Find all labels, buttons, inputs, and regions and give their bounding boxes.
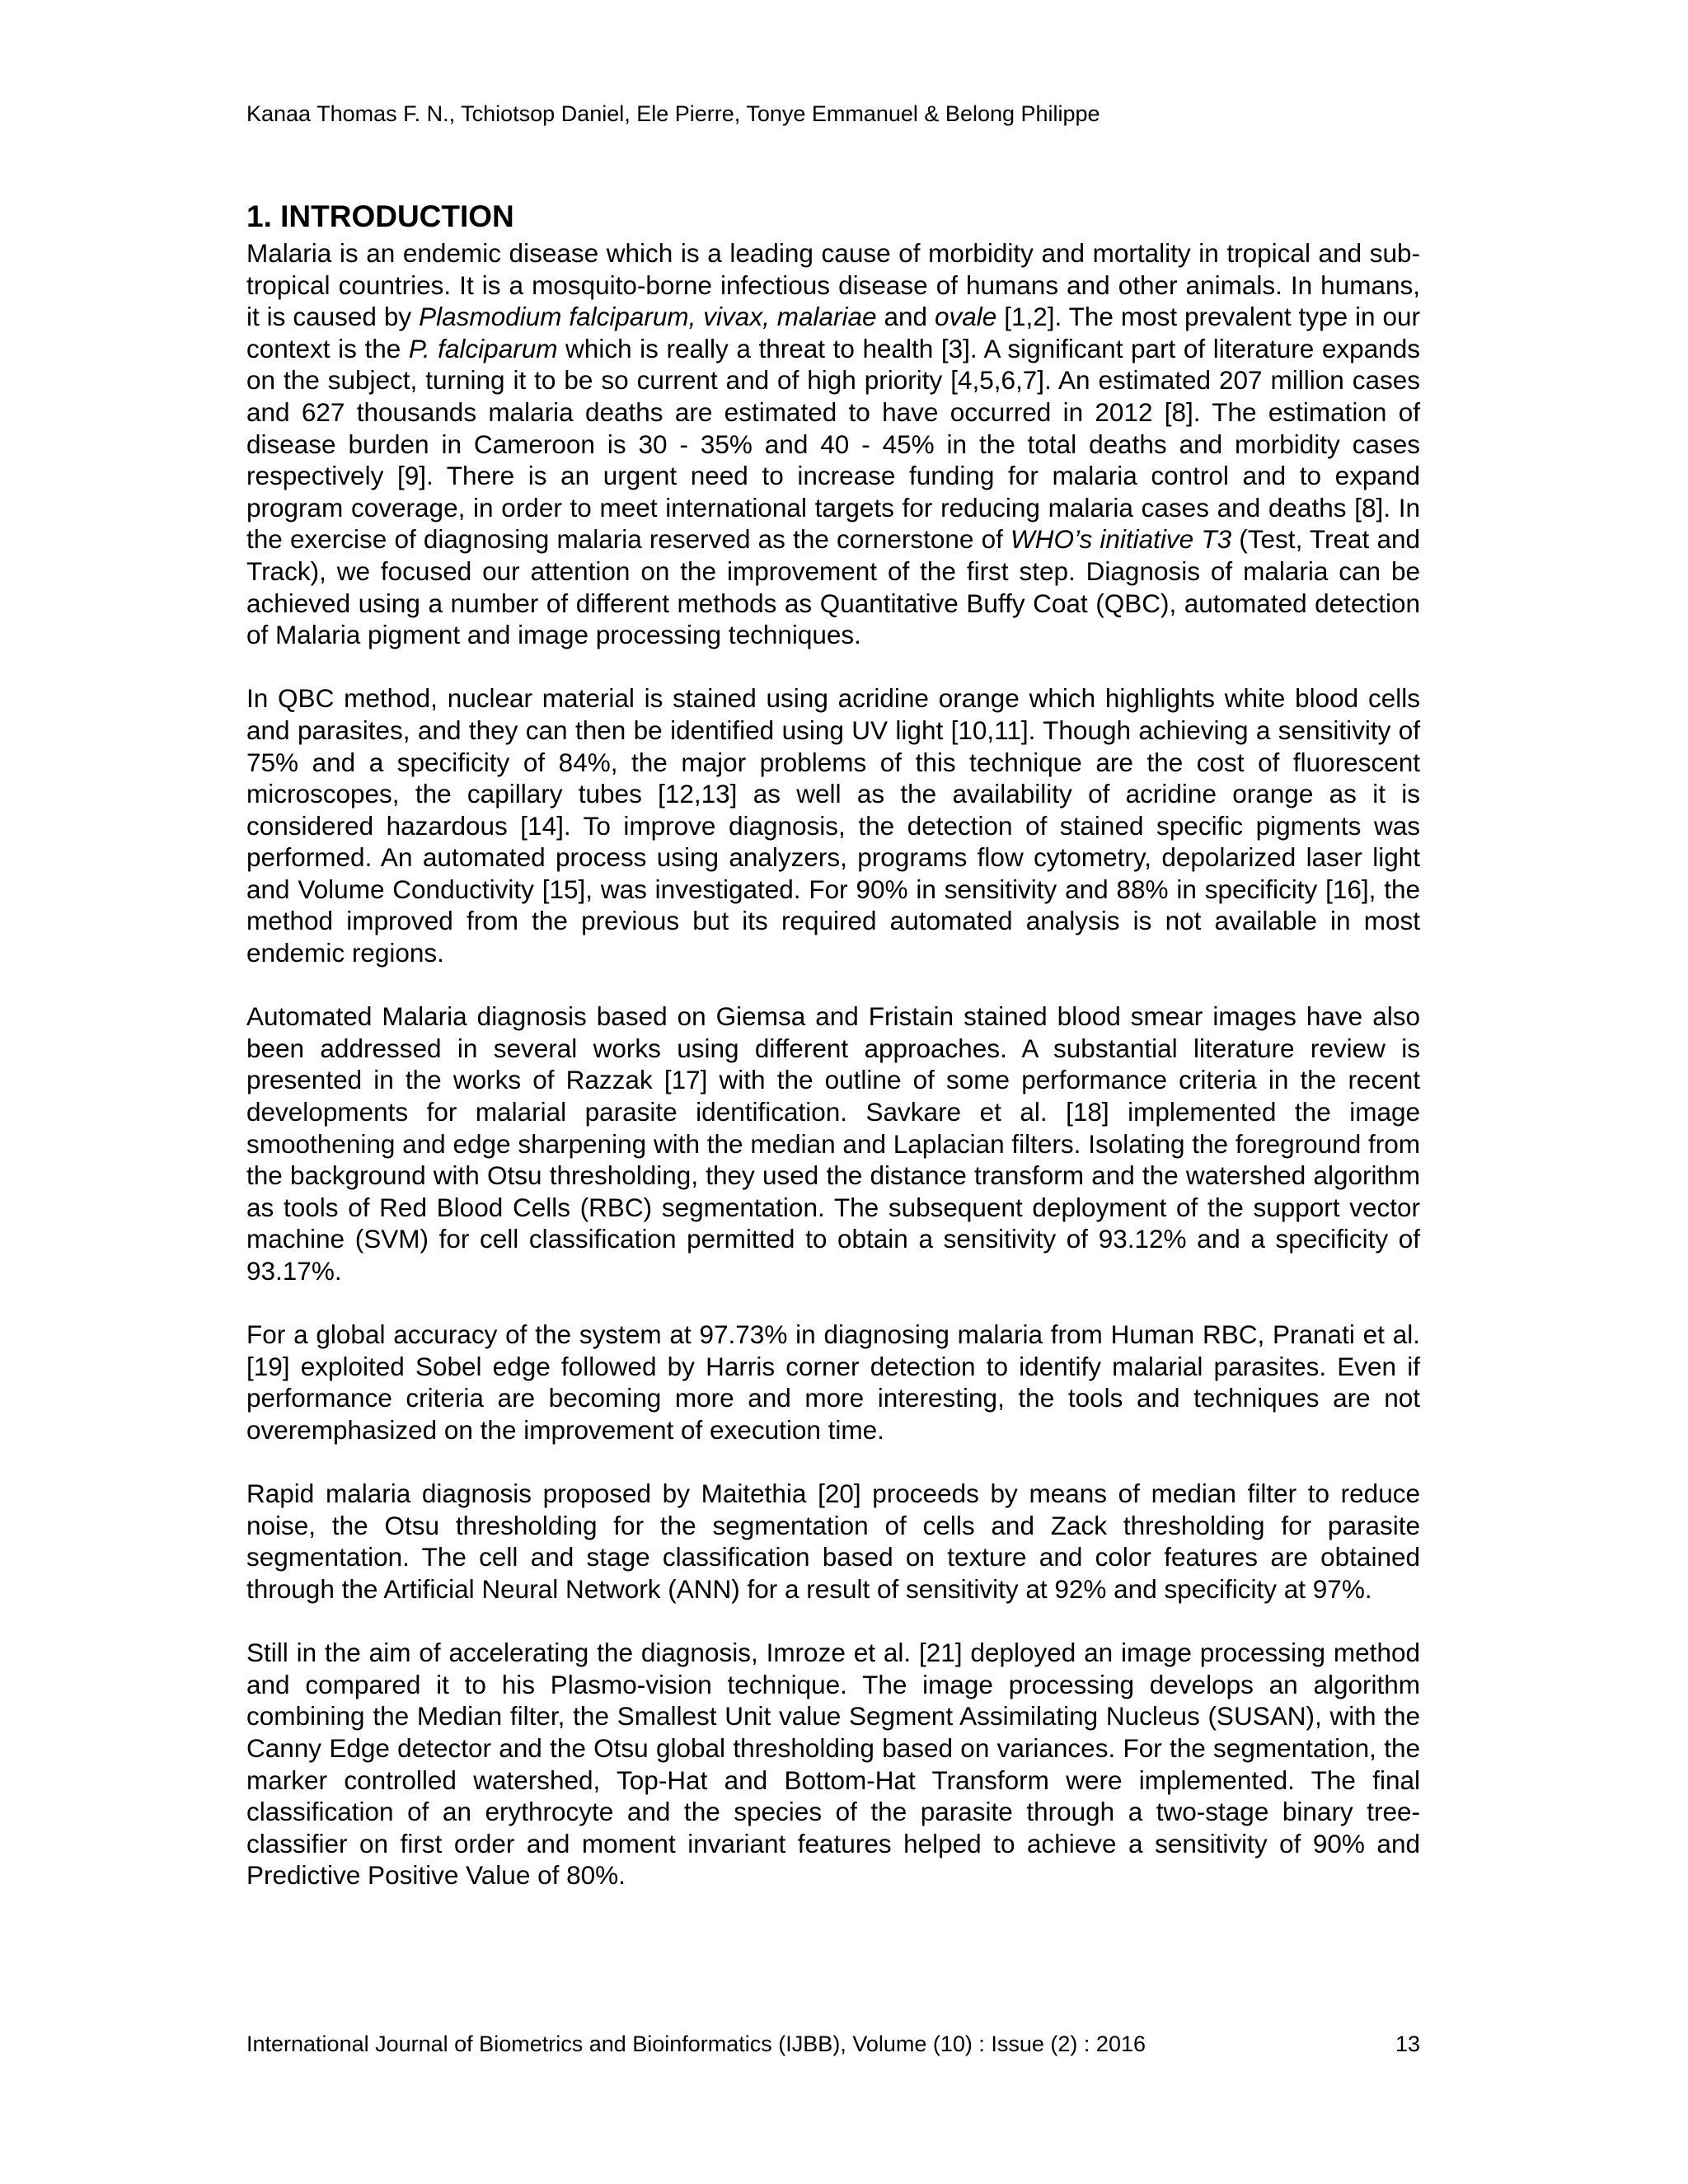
section-title: 1. INTRODUCTION <box>246 199 514 233</box>
paragraph-3: Automated Malaria diagnosis based on Giemsa and Fristain stained blood smear images have also been addressed in several works using different approaches. A substantial literature review is presented in the works of Razzak [17] with the outline of some performance criteria in the recent developments for malarial parasite identification. Savkare et al. [18] implemented the image smoothening and edge sharpening with the median and Laplacian filters. Isolating the foreground from the background with Otsu thresholding, they used the distance transform and the watershed algorithm as tools of Red Blood Cells (RBC) segmentation. The subsequent deployment of the support vector machine (SVM) for cell classification permitted to obtain a sensitivity of 93.12% and a specificity of 93.17%. <box>246 1001 1420 1286</box>
article-body <box>246 196 1420 1923</box>
page-footer <box>246 2027 1420 2060</box>
paragraph-4: For a global accuracy of the system at 97.73% in diagnosing malaria from Human RBC, Pranati et al. [19] exploited Sobel edge followed by Harris corner detection to identify malarial parasites. Even if performance criteria are becoming more and more interesting, the tools and techniques are not overemphasized on the improvement of execution time. <box>246 1319 1420 1445</box>
paragraph-5: Rapid malaria diagnosis proposed by Maitethia [20] proceeds by means of median filter to reduce noise, the Otsu thresholding for the segmentation of cells and Zack thresholding for parasite segmentation. The cell and stage classification based on texture and color features are obtained through the Artificial Neural Network (ANN) for a result of sensitivity at 92% and specificity at 97%. <box>246 1479 1420 1604</box>
running-header: Kanaa Thomas F. N., Tchiotsop Daniel, Ele Pierre, Tonye Emmanuel & Belong Philippe <box>246 101 1100 126</box>
paragraph-6: Still in the aim of accelerating the diagnosis, Imroze et al. [21] deployed an image processing method and compared it to his Plasmo-vision technique. The image processing develops an algorithm combining the Median filter, the Smallest Unit value Segment Assimilating Nucleus (SUSAN), with the Canny Edge detector and the Otsu global thresholding based on variances. For the segmentation, the marker controlled watershed, Top-Hat and Bottom-Hat Transform were implemented. The final classification of an erythrocyte and the species of the parasite through a two-stage binary tree-classifier on first order and moment invariant features helped to achieve a sensitivity of 90% and Predictive Positive Value of 80%. <box>246 1638 1420 1891</box>
paragraph-2: In QBC method, nuclear material is stained using acridine orange which highlights white blood cells and parasites, and they can then be identified using UV light [10,11]. Though achieving a sensitivity of 75% and a specificity of 84%, the major problems of this technique are the cost of fluorescent microscopes, the capillary tubes [12,13] as well as the availability of acridine orange as it is considered hazardous [14]. To improve diagnosis, the detection of stained specific pigments was performed. An automated process using analyzers, programs flow cytometry, depolarized laser light and Volume Conductivity [15], was investigated. For 90% in sensitivity and 88% in specificity [16], the method improved from the previous but its required automated analysis is not available in most endemic regions. <box>246 683 1420 968</box>
paragraph-1: Malaria is an endemic disease which is a leading cause of morbidity and mortality in tropical and sub-tropical countries. It is a mosquito-borne infectious disease of humans and other animals. In humans, it is caused by Plasmodium falciparum, vivax, malariae and ovale [1,2]. The most prevalent type in our context is the P. falciparum which is really a threat to health [3]. A significant part of literature expands on the subject, turning it to be so current and of high priority [4,5,6,7]. An estimated 207 million cases and 627 thousands malaria deaths are estimated to have occurred in 2012 [8]. The estimation of disease burden in Cameroon is 30 - 35% and 40 - 45% in the total deaths and morbidity cases respectively [9]. There is an urgent need to increase funding for malaria control and to expand program coverage, in order to meet international targets for reducing malaria cases and deaths [8]. In the exercise of diagnosing malaria reserved as the cornerstone of WHO’s initiative T3 (Test, Treat and Track), we focused our attention on the improvement of the first step. Diagnosis of malaria can be achieved using a number of different methods as Quantitative Buffy Coat (QBC), automated detection of Malaria pigment and image processing techniques. <box>246 238 1421 650</box>
page-number: 13 <box>1395 2032 1420 2056</box>
journal-citation: International Journal of Biometrics and Bioinformatics (IJBB), Volume (10) : Issue (2) : 2016 <box>246 2032 1146 2056</box>
